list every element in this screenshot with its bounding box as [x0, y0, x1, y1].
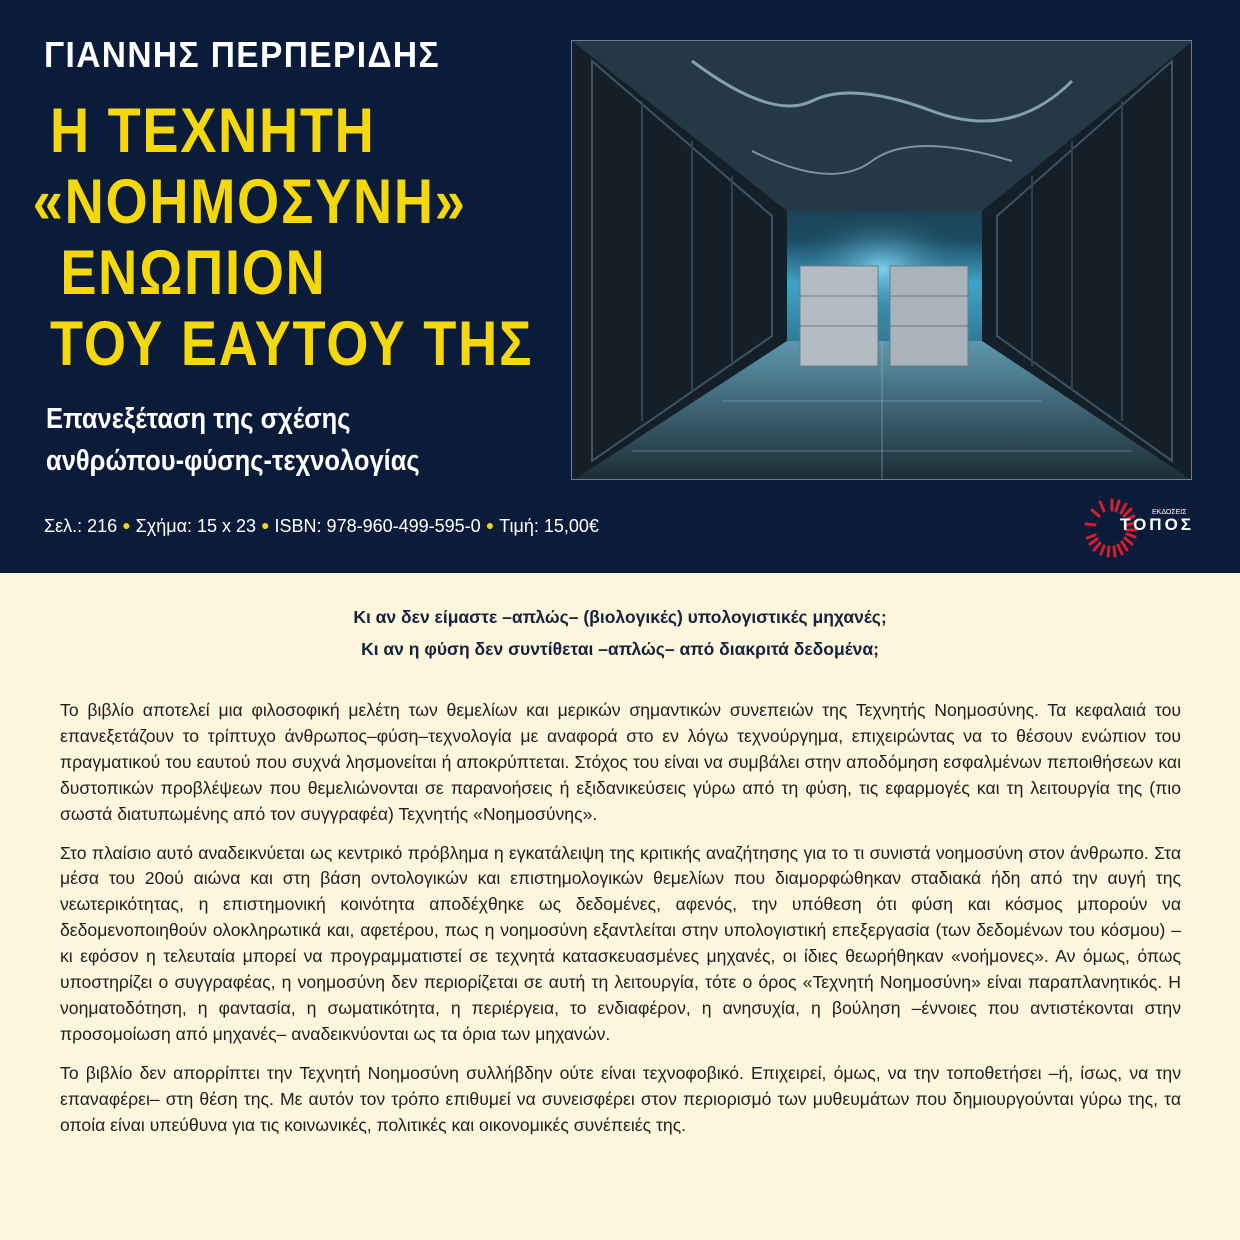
format-info: Σχήμα: 15 x 23 — [135, 516, 257, 536]
bullet-icon: ● — [261, 517, 270, 533]
bullet-icon: ● — [122, 517, 131, 533]
title-line: Η ΤΕΧΝΗΤΗ — [50, 96, 376, 166]
server-room-photo — [571, 40, 1192, 480]
question-line: Κι αν δεν είμαστε –απλώς– (βιολογικές) υπολογιστικές μηχανές; — [353, 607, 887, 627]
price-info: Τιμή: 15,00€ — [499, 516, 599, 536]
title-line: ΤΟΥ ΕΑΥΤΟΥ ΤΗΣ — [50, 309, 534, 379]
title-line: «ΝΟΗΜΟΣΥΝΗ» — [32, 167, 467, 237]
header-panel — [0, 0, 1240, 573]
paragraph: Το βιβλίο δεν απορρίπτει την Τεχνητή Νοημοσύνη συλλήβδην ούτε είναι τεχνοφοβικό. Επιχειρεί, όμως, να την τοποθετήσει –ή, ίσως, να την επαναφέρει– στη θέση της. Με αυτόν τον τρόπο επιθυμεί να συνεισφέρει στον περιορισμό των μυθευμάτων που δημιουργούνται γύρω της, τα οποία είναι υπεύθυνα για τις κοινωνικές, πολιτικές και οικονομικές συνέπειές της. — [60, 1062, 1181, 1135]
subtitle-line: Επανεξέταση της σχέσης — [46, 403, 351, 435]
book-description — [60, 698, 1181, 1152]
publisher-logo — [1082, 492, 1192, 564]
paragraph: Το βιβλίο αποτελεί μια φιλοσοφική μελέτη των θεμελίων και μερικών σημαντικών συνεπειών της Τεχνητής Νοημοσύνης. Τα κεφαλαιά του επανεξετάζουν το τρίπτυχο άνθρωπος–φύση–τεχνολογία με αναφορά στο εν λόγω τεχνούργημα, επιχειρώντας να το θέσουν ενώπιον του πραγματικού του εαυτού που συχνά λησμονείται ή αποκρύπτεται. Στόχος του είναι να συμβάλει στην αποδόμηση εσφαλμένων πεποιθήσεων και δυστοπικών προβλέψεων που θεμελιώνονται σε παρανοήσεις ή εξιδανικεύσεις γύρω από τη φύση, τις εφαρμογές και τη λειτουργία της (πιο σωστά διατυπωμένης από τον συγγραφέα) Τεχνητής «Νοημοσύνης». — [60, 700, 1181, 824]
paragraph: Στο πλαίσιο αυτό αναδεικνύεται ως κεντρικό πρόβλημα η εγκατάλειψη της κριτικής αναζήτησης για το τι συνιστά νοημοσύνη στον άνθρωπο. Στα μέσα του 20ού αιώνα και στη βάση οντολογικών και επιστημολογικών θεμελίων που διαμορφώθηκαν σταδιακά ήδη από την αυγή της νεωτερικότητας, η επιστημονική κοινότητα αποδέχθηκε ως δεδομένες, αφενός, την υπόθεση ότι φύση και κόσμος μπορούν να δεδομενοποιηθούν ολοκληρωτικά και, αφετέρου, πως η νοημοσύνη εξαντλείται στην υπολογιστική επεξεργασία (των δεδομένων του κόσμου) – κι εφόσον η τελευταία μπορεί να προγραμματιστεί σε τεχνητά κατασκευασμένες μηχανές, οι ίδιες θεωρήθηκαν «νοήμονες». Αν όμως, όπως υποστηρίζει ο συγγραφέας, η νοημοσύνη δεν περιορίζεται σε αυτή τη λειτουργία, τότε ο όρος «Τεχνητή Νοημοσύνη» είναι παραπλανητικός. Η νοηματοδότηση, η φαντασία, η σωματικότητα, η περιέργεια, το ενδιαφέρον, η ανησυχία, η βούληση –έννοιες που αντιστέκονται στην προσομοίωση από μηχανές– αναδεικνύονται ως τα όρια των μηχανών. — [60, 842, 1181, 1044]
book-meta — [44, 516, 599, 537]
subtitle-line: ανθρώπου-φύσης-τεχνολογίας — [46, 445, 420, 477]
publisher-small: ΕΚΔΟΣΕΙΣ — [1152, 509, 1187, 516]
author-name: ΓΙΑΝΝΗΣ ΠΕΡΠΕΡΙΔΗΣ — [44, 34, 440, 75]
lead-questions — [0, 601, 1240, 665]
description-section — [0, 573, 1240, 1240]
book-subtitle — [46, 398, 420, 482]
isbn-info: ISBN: 978-960-499-595-0 — [274, 516, 481, 536]
book-title — [32, 96, 534, 380]
pages-info: Σελ.: 216 — [44, 516, 118, 536]
question-line: Κι αν η φύση δεν συντίθεται –απλώς– από διακριτά δεδομένα; — [361, 639, 879, 659]
publisher-name: ΤΟΠΟΣ — [1120, 515, 1192, 534]
title-line: ΕΝΩΠΙΟΝ — [60, 238, 327, 308]
bullet-icon: ● — [485, 517, 495, 533]
